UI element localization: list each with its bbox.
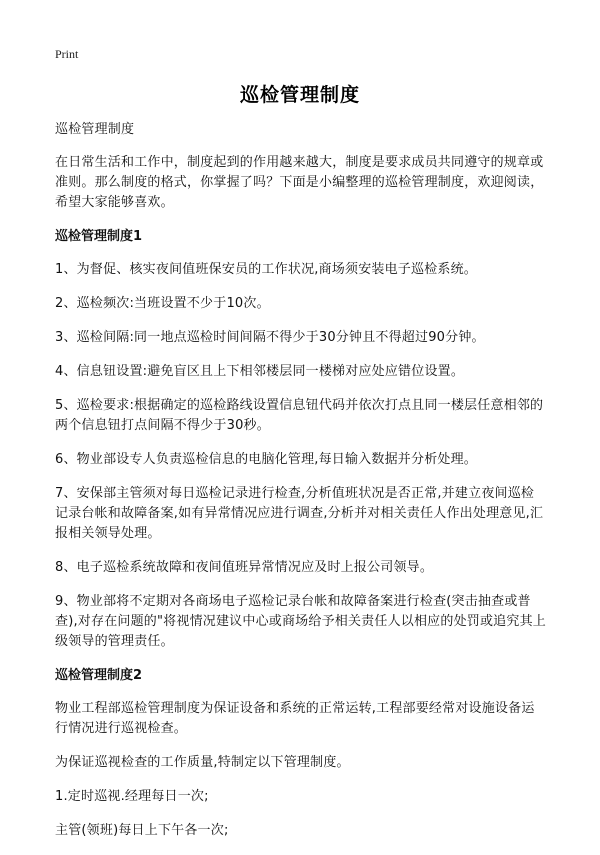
section-heading-2: 巡检管理制度2 — [55, 668, 143, 683]
document-title: 巡检管理制度 — [239, 84, 360, 106]
section-heading-1: 巡检管理制度1 — [55, 229, 143, 244]
section1-item: 2、巡检频次:当班设置不少于10次。 — [55, 296, 270, 311]
section1-item: 1、为督促、核实夜间值班保安员的工作状况,商场须安装电子巡检系统。 — [55, 262, 478, 277]
section2-paragraph: 物业工程部巡检管理制度为保证设备和系统的正常运转,工程部要经常对设施设备运行情况进行巡视检查。 — [55, 701, 535, 736]
intro-paragraph: 在日常生活和工作中，制度起到的作用越来越大，制度是要求成员共同遵守的规章或准则。那么制度的格式，你掌握了吗？下面是小编整理的巡检管理制度，欢迎阅读，希望大家能够喜欢。 — [55, 155, 544, 210]
section1-item: 6、物业部设专人负责巡检信息的电脑化管理,每日输入数据并分析处理。 — [55, 452, 478, 467]
section1-item: 9、物业部将不定期对各商场电子巡检记录台帐和故障备案进行检查(突击抽查或普查),对存在问题的"将视情况建议中心或商场给予相关责任人以相应的处罚或追究其上级领导的管理责任。 — [55, 594, 546, 649]
section1-item: 7、安保部主管须对每日巡检记录进行检查,分析值班状况是否正常,并建立夜间巡检记录台帐和故障备案,如有异常情况应进行调查,分析并对相关责任人作出处理意见,汇报相关领导处理。 — [55, 486, 544, 541]
document-content — [55, 120, 547, 855]
section2-paragraph: 1.定时巡视.经理每日一次; — [55, 789, 209, 804]
section1-item: 5、巡检要求:根据确定的巡检路线设置信息钮代码并依次打点且同一楼层任意相邻的两个信息钮打点间隔不得少于30秒。 — [55, 398, 544, 433]
section1-item: 4、信息钮设置:避免盲区且上下相邻楼层同一楼梯对应处应错位设置。 — [55, 364, 465, 379]
section1-item: 3、巡检间隔:同一地点巡检时间间隔不得少于30分钟且不得超过90分钟。 — [55, 330, 485, 345]
document-subtitle: 巡检管理制度 — [55, 122, 135, 137]
section1-item: 8、电子巡检系统故障和夜间值班异常情况应及时上报公司领导。 — [55, 560, 434, 575]
print-label: Print — [55, 47, 79, 61]
section2-paragraph: 主管(领班)每日上下午各一次; — [55, 823, 229, 838]
section2-paragraph: 为保证巡视检查的工作质量,特制定以下管理制度。 — [55, 755, 350, 770]
